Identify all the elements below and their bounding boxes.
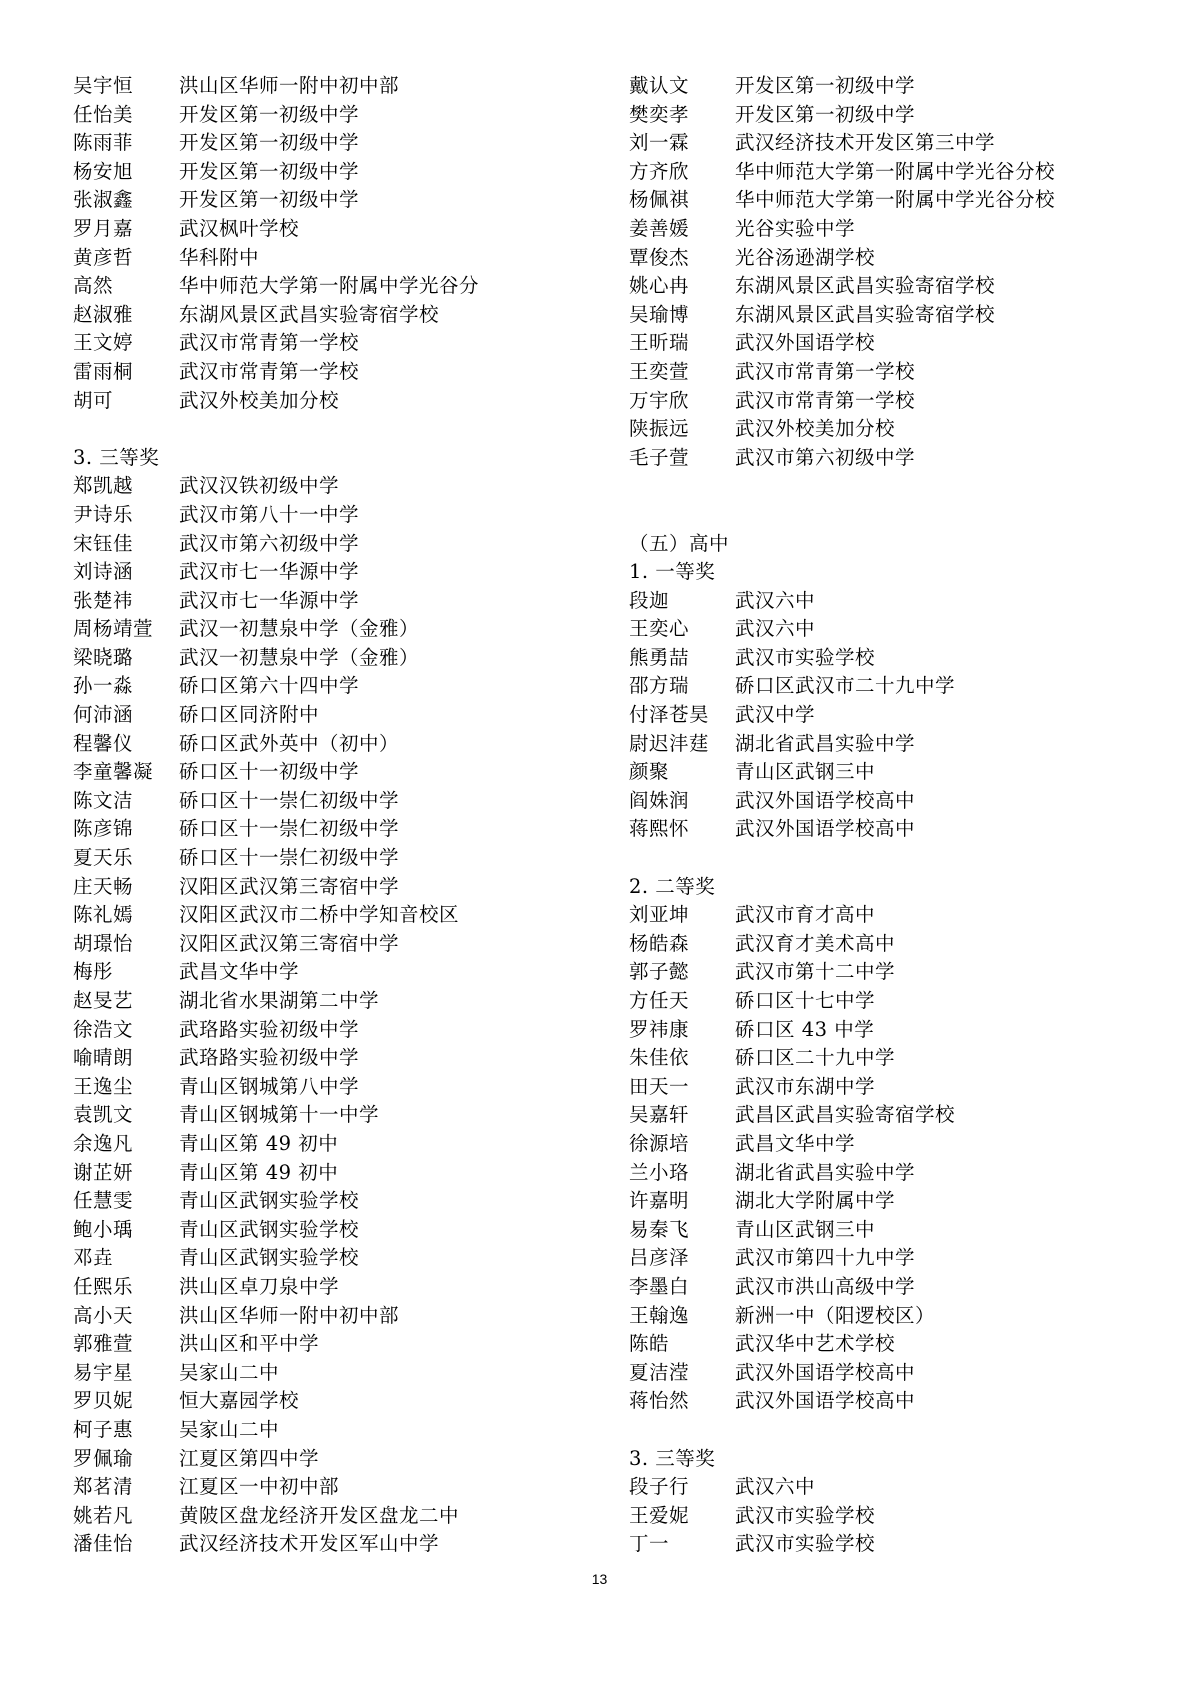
student-name: 姚若凡 xyxy=(73,1503,134,1527)
student-name: 陈雨菲 xyxy=(73,131,134,155)
school-name: 武汉六中 xyxy=(735,1475,816,1499)
student-name: 李童馨凝 xyxy=(73,760,154,784)
award-entry xyxy=(73,1416,553,1445)
award-entry xyxy=(73,1130,553,1159)
school-name: 光谷汤逊湖学校 xyxy=(735,245,876,269)
award-entry xyxy=(73,1244,553,1273)
school-name: 武珞路实验初级中学 xyxy=(179,1046,360,1070)
school-name: 青山区第 49 初中 xyxy=(179,1160,339,1184)
student-name: 易宇星 xyxy=(73,1360,134,1384)
school-name: 洪山区和平中学 xyxy=(179,1332,320,1356)
school-name: 硚口区二十九中学 xyxy=(735,1046,896,1070)
student-name: 杨皓森 xyxy=(629,931,690,955)
school-name: 硚口区 43 中学 xyxy=(735,1017,875,1041)
student-name: 周杨靖萱 xyxy=(73,617,154,641)
page-number: 13 xyxy=(591,1571,608,1587)
award-entry xyxy=(73,873,553,902)
award-entry xyxy=(73,901,553,930)
school-name: 武汉育才美术高中 xyxy=(735,931,896,955)
student-name: 吕彦泽 xyxy=(629,1246,690,1270)
student-name: 段子行 xyxy=(629,1475,690,1499)
student-name: 程馨仪 xyxy=(73,731,134,755)
student-name: 樊奕孝 xyxy=(629,102,690,126)
school-name: 武汉市实验学校 xyxy=(735,1532,876,1556)
school-name: 武汉中学 xyxy=(735,703,816,727)
award-entry xyxy=(73,244,553,273)
student-name: 陈彦锦 xyxy=(73,817,134,841)
student-name: 郑茗清 xyxy=(73,1475,134,1499)
student-name: 王逸尘 xyxy=(73,1074,134,1098)
award-entry xyxy=(73,558,553,587)
blank-line xyxy=(629,472,1149,529)
school-name: 吴家山二中 xyxy=(179,1417,280,1441)
award-entry xyxy=(629,615,1149,644)
award-entry xyxy=(629,301,1149,330)
student-name: 邵方瑞 xyxy=(629,674,690,698)
award-entry xyxy=(629,901,1149,930)
student-name: 刘一霖 xyxy=(629,131,690,155)
school-name: 武汉市洪山高级中学 xyxy=(735,1274,916,1298)
award-entry xyxy=(629,215,1149,244)
student-name: 高小天 xyxy=(73,1303,134,1327)
school-name: 武昌区武昌实验寄宿学校 xyxy=(735,1103,956,1127)
student-name: 方齐欣 xyxy=(629,159,690,183)
student-name: 梁晓璐 xyxy=(73,645,134,669)
student-name: 吴嘉轩 xyxy=(629,1103,690,1127)
school-name: 黄陂区盘龙经济开发区盘龙二中 xyxy=(179,1503,460,1527)
student-name: 王奕心 xyxy=(629,617,690,641)
school-name: 武汉市第六初级中学 xyxy=(735,445,916,469)
student-name: 柯子惠 xyxy=(73,1417,134,1441)
award-entry xyxy=(629,1273,1149,1302)
school-name: 光谷实验中学 xyxy=(735,216,856,240)
student-name: 蒋怡然 xyxy=(629,1389,690,1413)
student-name: 毛子萱 xyxy=(629,445,690,469)
student-name: 余逸凡 xyxy=(73,1131,134,1155)
award-entry xyxy=(629,1159,1149,1188)
student-name: 夏洁滢 xyxy=(629,1360,690,1384)
student-name: 罗佩瑜 xyxy=(73,1446,134,1470)
student-name: 罗祎康 xyxy=(629,1017,690,1041)
award-entry xyxy=(629,358,1149,387)
school-name: 武汉华中艺术学校 xyxy=(735,1332,896,1356)
award-entry xyxy=(629,1359,1149,1388)
school-name: 东湖风景区武昌实验寄宿学校 xyxy=(735,274,996,298)
school-name: 武汉市常青第一学校 xyxy=(179,331,360,355)
student-name: 夏天乐 xyxy=(73,846,134,870)
student-name: 赵旻艺 xyxy=(73,989,134,1012)
student-name: 郭子懿 xyxy=(629,960,690,984)
student-name: 杨佩祺 xyxy=(629,188,690,212)
award-entry xyxy=(73,1330,553,1359)
school-name: 洪山区华师一附中初中部 xyxy=(179,74,400,97)
school-name: 恒大嘉园学校 xyxy=(179,1389,300,1413)
student-name: 黄彦哲 xyxy=(73,245,134,269)
student-name: 潘佳怡 xyxy=(73,1532,134,1556)
school-name: 武汉市第六初级中学 xyxy=(179,531,360,555)
school-name: 武汉市实验学校 xyxy=(735,645,876,669)
school-name: 华中师范大学第一附属中学光谷分校 xyxy=(735,188,1056,212)
school-name: 武汉市第八十一中学 xyxy=(179,502,360,526)
student-name: 许嘉明 xyxy=(629,1189,690,1213)
school-name: 武汉汉铁初级中学 xyxy=(179,474,340,498)
award-entry xyxy=(73,1044,553,1073)
school-name: 武汉外国语学校 xyxy=(735,331,876,355)
award-entry xyxy=(629,387,1149,416)
school-name: 青山区武钢实验学校 xyxy=(179,1246,360,1270)
school-name: 华中师范大学第一附属中学光谷分校 xyxy=(735,159,1056,183)
student-name: 朱佳依 xyxy=(629,1046,690,1070)
school-name: 武汉市常青第一学校 xyxy=(735,359,916,383)
school-name: 武珞路实验初级中学 xyxy=(179,1017,360,1041)
school-name: 洪山区华师一附中初中部 xyxy=(179,1303,400,1327)
student-name: 袁凯文 xyxy=(73,1103,134,1127)
award-entry xyxy=(73,1073,553,1102)
school-name: 青山区武钢三中 xyxy=(735,1217,876,1241)
award-entry xyxy=(73,644,553,673)
school-name: 武汉市育才高中 xyxy=(735,903,876,927)
award-entry xyxy=(73,1159,553,1188)
student-name: 杨安旭 xyxy=(73,159,134,183)
student-name: 雷雨桐 xyxy=(73,359,134,383)
section-heading: 3. 三等奖 xyxy=(73,445,160,469)
school-name: 青山区武钢三中 xyxy=(735,760,876,784)
award-entry xyxy=(629,444,1149,473)
award-entry xyxy=(73,844,553,873)
school-name: 开发区第一初级中学 xyxy=(735,102,916,126)
student-name: 宋钰佳 xyxy=(73,531,134,555)
blank-line xyxy=(73,415,553,444)
school-name: 武汉市实验学校 xyxy=(735,1503,876,1527)
award-entry xyxy=(73,1101,553,1130)
student-name: 李墨白 xyxy=(629,1274,690,1298)
award-entry xyxy=(629,958,1149,987)
right-column xyxy=(629,72,1149,1559)
school-name: 武汉六中 xyxy=(735,617,816,641)
award-entry xyxy=(73,301,553,330)
school-name: 武汉外校美加分校 xyxy=(735,417,896,441)
award-entry xyxy=(73,329,553,358)
award-entry xyxy=(73,758,553,787)
school-name: 东湖风景区武昌实验寄宿学校 xyxy=(179,302,440,326)
school-name: 硚口区十一崇仁初级中学 xyxy=(179,788,400,812)
student-name: 罗月嘉 xyxy=(73,216,134,240)
school-name: 武汉一初慧泉中学（金雅） xyxy=(179,617,420,641)
award-entry xyxy=(73,472,553,501)
student-name: 万宇欣 xyxy=(629,388,690,412)
award-entry xyxy=(73,787,553,816)
student-name: 邓垚 xyxy=(73,1246,114,1270)
student-name: 段迦 xyxy=(629,588,670,612)
student-name: 刘诗涵 xyxy=(73,560,134,584)
student-name: 任怡美 xyxy=(73,102,134,126)
award-entry xyxy=(629,272,1149,301)
award-entry xyxy=(629,758,1149,787)
section-heading: 3. 三等奖 xyxy=(629,1446,716,1470)
student-name: 吴瑜博 xyxy=(629,302,690,326)
school-name: 汉阳区武汉第三寄宿中学 xyxy=(179,931,400,955)
school-name: 湖北大学附属中学 xyxy=(735,1189,896,1213)
school-name: 硚口区同济附中 xyxy=(179,703,320,727)
award-entry xyxy=(629,987,1149,1016)
student-name: 张淑鑫 xyxy=(73,188,134,212)
student-name: 覃俊杰 xyxy=(629,245,690,269)
blank-line xyxy=(629,1416,1149,1445)
school-name: 武汉经济技术开发区第三中学 xyxy=(735,131,996,155)
award-entry xyxy=(629,329,1149,358)
award-entry xyxy=(629,1244,1149,1273)
student-name: 徐源培 xyxy=(629,1131,690,1155)
school-name: 青山区钢城第十一中学 xyxy=(179,1103,380,1127)
award-entry xyxy=(629,1387,1149,1416)
award-entry xyxy=(73,358,553,387)
award-entry xyxy=(629,672,1149,701)
award-entry xyxy=(73,730,553,759)
award-entry xyxy=(73,186,553,215)
award-entry xyxy=(73,129,553,158)
school-name: 武汉市常青第一学校 xyxy=(179,359,360,383)
award-entry xyxy=(73,815,553,844)
award-entry xyxy=(629,244,1149,273)
student-name: 尹诗乐 xyxy=(73,502,134,526)
award-entry xyxy=(629,787,1149,816)
award-entry xyxy=(73,1273,553,1302)
student-name: 陈礼嫣 xyxy=(73,903,134,927)
school-name: 青山区武钢实验学校 xyxy=(179,1189,360,1213)
award-entry xyxy=(629,1530,1149,1559)
school-name: 武汉市七一华源中学 xyxy=(179,588,360,612)
student-name: 丁一 xyxy=(629,1532,670,1556)
school-name: 硚口区武汉市二十九中学 xyxy=(735,674,956,698)
award-entry xyxy=(73,1473,553,1502)
award-entry xyxy=(629,415,1149,444)
school-name: 青山区武钢实验学校 xyxy=(179,1217,360,1241)
award-entry xyxy=(629,701,1149,730)
school-name: 湖北省水果湖第二中学 xyxy=(179,989,380,1012)
award-entry xyxy=(629,815,1149,844)
school-name: 武汉市七一华源中学 xyxy=(179,560,360,584)
award-entry xyxy=(73,101,553,130)
award-entry xyxy=(73,1187,553,1216)
award-entry xyxy=(73,615,553,644)
student-name: 阎姝润 xyxy=(629,788,690,812)
student-name: 胡可 xyxy=(73,388,114,412)
section-heading: 2. 二等奖 xyxy=(629,874,716,898)
award-entry xyxy=(73,272,553,301)
student-name: 喻晴朗 xyxy=(73,1046,134,1070)
student-name: 王爱妮 xyxy=(629,1503,690,1527)
left-column xyxy=(73,72,553,1559)
student-name: 任慧雯 xyxy=(73,1189,134,1213)
award-entry xyxy=(629,1073,1149,1102)
student-name: 张楚祎 xyxy=(73,588,134,612)
school-name: 武汉外校美加分校 xyxy=(179,388,340,412)
student-name: 颜聚 xyxy=(629,760,670,784)
school-name: 武汉六中 xyxy=(735,588,816,612)
school-name: 硚口区第六十四中学 xyxy=(179,674,360,698)
blank-line xyxy=(629,844,1149,873)
student-name: 谢芷妍 xyxy=(73,1160,134,1184)
school-name: 开发区第一初级中学 xyxy=(179,102,360,126)
award-entry xyxy=(629,1473,1149,1502)
award-entry xyxy=(629,129,1149,158)
student-name: 郭雅萱 xyxy=(73,1332,134,1356)
school-name: 武昌文华中学 xyxy=(735,1131,856,1155)
award-entry xyxy=(629,930,1149,959)
student-name: 庄天畅 xyxy=(73,874,134,898)
school-name: 武汉市第十二中学 xyxy=(735,960,896,984)
student-name: 蒋熙怀 xyxy=(629,817,690,841)
student-name: 陕振远 xyxy=(629,417,690,441)
award-entry xyxy=(629,1130,1149,1159)
award-entry xyxy=(73,1302,553,1331)
award-entry xyxy=(629,1302,1149,1331)
student-name: 梅彤 xyxy=(73,960,114,984)
student-name: 高然 xyxy=(73,274,114,298)
award-entry xyxy=(73,72,553,101)
student-name: 尉迟沣莛 xyxy=(629,731,710,755)
award-entry xyxy=(73,158,553,187)
student-name: 戴认文 xyxy=(629,74,690,97)
school-name: 汉阳区武汉第三寄宿中学 xyxy=(179,874,400,898)
student-name: 王奕萱 xyxy=(629,359,690,383)
student-name: 田天一 xyxy=(629,1074,690,1098)
award-entry xyxy=(73,387,553,416)
school-name: 武汉外国语学校高中 xyxy=(735,788,916,812)
school-name: 武汉市东湖中学 xyxy=(735,1074,876,1098)
school-name: 湖北省武昌实验中学 xyxy=(735,1160,916,1184)
school-name: 开发区第一初级中学 xyxy=(735,74,916,97)
award-entry xyxy=(73,1502,553,1531)
award-entry xyxy=(73,501,553,530)
student-name: 郑凯越 xyxy=(73,474,134,498)
school-name: 青山区钢城第八中学 xyxy=(179,1074,360,1098)
school-name: 吴家山二中 xyxy=(179,1360,280,1384)
student-name: 吴宇恒 xyxy=(73,74,134,97)
award-entry xyxy=(73,1359,553,1388)
school-name: 硚口区十一初级中学 xyxy=(179,760,360,784)
school-name: 硚口区武外英中（初中） xyxy=(179,731,400,755)
award-entry xyxy=(73,530,553,559)
school-name: 开发区第一初级中学 xyxy=(179,131,360,155)
award-entry xyxy=(73,1445,553,1474)
student-name: 刘亚坤 xyxy=(629,903,690,927)
school-name: 江夏区一中初中部 xyxy=(179,1475,340,1499)
student-name: 陈文洁 xyxy=(73,788,134,812)
school-name: 武汉市常青第一学校 xyxy=(735,388,916,412)
school-name: 硚口区十七中学 xyxy=(735,989,876,1012)
school-name: 洪山区卓刀泉中学 xyxy=(179,1274,340,1298)
student-name: 胡璟怡 xyxy=(73,931,134,955)
school-name: 青山区第 49 初中 xyxy=(179,1131,339,1155)
school-name: 武汉经济技术开发区军山中学 xyxy=(179,1532,440,1556)
award-entry xyxy=(629,587,1149,616)
school-name: 武汉外国语学校高中 xyxy=(735,817,916,841)
student-name: 陈皓 xyxy=(629,1332,670,1356)
student-name: 鲍小瑀 xyxy=(73,1217,134,1241)
award-entry xyxy=(73,930,553,959)
section-heading: （五）高中 xyxy=(629,531,730,555)
award-entry xyxy=(629,1330,1149,1359)
award-entry xyxy=(73,1016,553,1045)
award-entry xyxy=(629,1502,1149,1531)
school-name: 硚口区十一崇仁初级中学 xyxy=(179,817,400,841)
school-name: 东湖风景区武昌实验寄宿学校 xyxy=(735,302,996,326)
school-name: 开发区第一初级中学 xyxy=(179,159,360,183)
school-name: 汉阳区武汉市二桥中学知音校区 xyxy=(179,903,460,927)
award-entry xyxy=(629,186,1149,215)
award-entry xyxy=(73,215,553,244)
student-name: 付泽苍昊 xyxy=(629,703,710,727)
student-name: 王昕瑞 xyxy=(629,331,690,355)
award-entry xyxy=(629,158,1149,187)
award-entry xyxy=(629,72,1149,101)
award-entry xyxy=(73,958,553,987)
student-name: 徐浩文 xyxy=(73,1017,134,1041)
school-name: 硚口区十一崇仁初级中学 xyxy=(179,846,400,870)
student-name: 方任天 xyxy=(629,989,690,1012)
student-name: 易秦飞 xyxy=(629,1217,690,1241)
award-entry xyxy=(629,644,1149,673)
award-entry xyxy=(73,587,553,616)
award-entry xyxy=(629,1101,1149,1130)
school-name: 武汉枫叶学校 xyxy=(179,216,300,240)
school-name: 武汉外国语学校高中 xyxy=(735,1389,916,1413)
school-name: 武汉一初慧泉中学（金雅） xyxy=(179,645,420,669)
school-name: 武汉外国语学校高中 xyxy=(735,1360,916,1384)
school-name: 开发区第一初级中学 xyxy=(179,188,360,212)
award-entry xyxy=(629,1216,1149,1245)
school-name: 武昌文华中学 xyxy=(179,960,300,984)
student-name: 赵淑雅 xyxy=(73,302,134,326)
school-name: 华科附中 xyxy=(179,245,260,269)
award-entry xyxy=(73,1530,553,1559)
student-name: 熊勇喆 xyxy=(629,645,690,669)
student-name: 孙一淼 xyxy=(73,674,134,698)
award-entry xyxy=(73,1216,553,1245)
award-entry xyxy=(629,1044,1149,1073)
student-name: 姜善媛 xyxy=(629,216,690,240)
student-name: 罗贝妮 xyxy=(73,1389,134,1413)
award-entry xyxy=(73,1387,553,1416)
student-name: 王文婷 xyxy=(73,331,134,355)
award-entry xyxy=(73,672,553,701)
school-name: 江夏区第四中学 xyxy=(179,1446,320,1470)
student-name: 兰小珞 xyxy=(629,1160,690,1184)
school-name: 湖北省武昌实验中学 xyxy=(735,731,916,755)
award-entry xyxy=(629,101,1149,130)
award-entry xyxy=(629,730,1149,759)
student-name: 姚心冉 xyxy=(629,274,690,298)
student-name: 任熙乐 xyxy=(73,1274,134,1298)
school-name: 新洲一中（阳逻校区） xyxy=(735,1303,936,1327)
award-entry xyxy=(629,1187,1149,1216)
student-name: 王翰逸 xyxy=(629,1303,690,1327)
award-entry xyxy=(73,987,553,1016)
award-entry xyxy=(73,701,553,730)
section-heading: 1. 一等奖 xyxy=(629,560,716,584)
student-name: 何沛涵 xyxy=(73,703,134,727)
school-name: 华中师范大学第一附属中学光谷分 xyxy=(179,274,480,298)
school-name: 武汉市第四十九中学 xyxy=(735,1246,916,1270)
award-entry xyxy=(629,1016,1149,1045)
